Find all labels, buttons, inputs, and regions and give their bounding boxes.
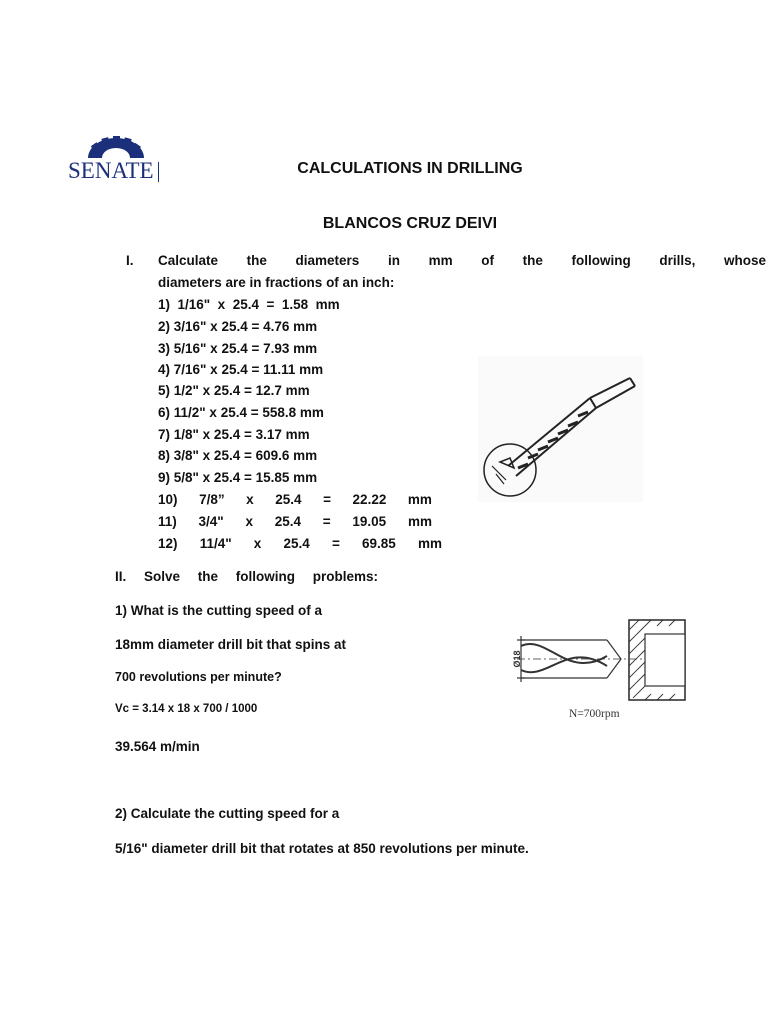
list-item-part: = bbox=[331, 536, 340, 551]
section1-number: I. bbox=[126, 253, 134, 268]
list-item: 4) 7/16" x 25.4 = 11.11 mm bbox=[158, 362, 324, 377]
list-item-part: 25.4 bbox=[283, 536, 310, 551]
instruction-word: drills, bbox=[659, 253, 696, 268]
list-item: 3) 5/16" x 25.4 = 7.93 mm bbox=[158, 341, 318, 356]
list-item: 9) 5/8" x 25.4 = 15.85 mm bbox=[158, 470, 318, 485]
list-item-part: x bbox=[245, 514, 253, 529]
list-item bbox=[158, 492, 432, 507]
list-item-part: = bbox=[323, 492, 331, 507]
instruction-word: in bbox=[387, 253, 400, 268]
list-item-part: 22.22 bbox=[352, 492, 387, 507]
logo-text: SENATE bbox=[68, 158, 154, 183]
problem1-formula: Vc = 3.14 x 18 x 700 / 1000 bbox=[115, 703, 258, 715]
list-item-part: 69.85 bbox=[362, 536, 396, 551]
list-item-part: mm bbox=[417, 536, 442, 551]
list-item-part: 19.05 bbox=[352, 514, 387, 529]
list-item: 2) 3/16" x 25.4 = 4.76 mm bbox=[158, 319, 318, 334]
list-item-part: = bbox=[322, 514, 331, 529]
list-item-part: mm bbox=[407, 492, 432, 507]
list-item-part: 3/4" bbox=[198, 514, 224, 529]
section1-instruction-line2: diameters are in fractions of an inch: bbox=[158, 275, 395, 290]
section1-instruction-line1 bbox=[158, 253, 766, 268]
list-item-part: 11/4" bbox=[199, 536, 232, 551]
list-item-part: x bbox=[246, 492, 254, 507]
list-item-part: x bbox=[253, 536, 262, 551]
instruction-word: mm bbox=[428, 253, 453, 268]
instruction-word: Calculate bbox=[158, 253, 219, 268]
instruction-word: whose bbox=[723, 253, 766, 268]
list-item bbox=[158, 514, 432, 529]
list-item: 6) 11/2" x 25.4 = 558.8 mm bbox=[158, 405, 324, 420]
list-item-part: 25.4 bbox=[275, 492, 302, 507]
list-item-part: 10) bbox=[158, 492, 178, 507]
drilling-workpiece-diagram bbox=[507, 610, 687, 706]
list-item: 1) 1/16" x 25.4 = 1.58 mm bbox=[158, 297, 340, 312]
list-item: 5) 1/2" x 25.4 = 12.7 mm bbox=[158, 383, 310, 398]
problem1-line2: 18mm diameter drill bit that spins at bbox=[115, 637, 347, 652]
rpm-label: N=700rpm bbox=[569, 708, 620, 720]
list-item bbox=[158, 536, 442, 551]
instruction-word: following bbox=[571, 253, 631, 268]
instruction-word: the bbox=[522, 253, 543, 268]
list-item-part: 25.4 bbox=[274, 514, 301, 529]
list-item-part: 12) bbox=[158, 536, 178, 551]
problem1-answer: 39.564 m/min bbox=[115, 739, 200, 754]
list-item-part: 7/8” bbox=[199, 492, 225, 507]
section2-heading: II. Solve the following problems: bbox=[115, 569, 379, 584]
list-item: 8) 3/8" x 25.4 = 609.6 mm bbox=[158, 448, 318, 463]
author-name: BLANCOS CRUZ DEIVI bbox=[322, 215, 498, 232]
problem1-line3: 700 revolutions per minute? bbox=[115, 670, 282, 684]
list-item: 7) 1/8" x 25.4 = 3.17 mm bbox=[158, 427, 310, 442]
list-item-part: mm bbox=[407, 514, 432, 529]
instruction-word: diameters bbox=[295, 253, 360, 268]
instruction-word: of bbox=[481, 253, 494, 268]
document-title: CALCULATIONS IN DRILLING bbox=[297, 160, 523, 177]
problem2-line2: 5/16" diameter drill bit that rotates at 850 revolutions per minute. bbox=[115, 841, 529, 856]
problem1-line1: 1) What is the cutting speed of a bbox=[115, 603, 323, 618]
dimension-label: Ø18 bbox=[512, 650, 522, 668]
problem2-line1: 2) Calculate the cutting speed for a bbox=[115, 806, 340, 821]
drill-bit-illustration bbox=[478, 356, 643, 502]
instruction-word: the bbox=[246, 253, 267, 268]
list-item-part: 11) bbox=[158, 514, 177, 529]
